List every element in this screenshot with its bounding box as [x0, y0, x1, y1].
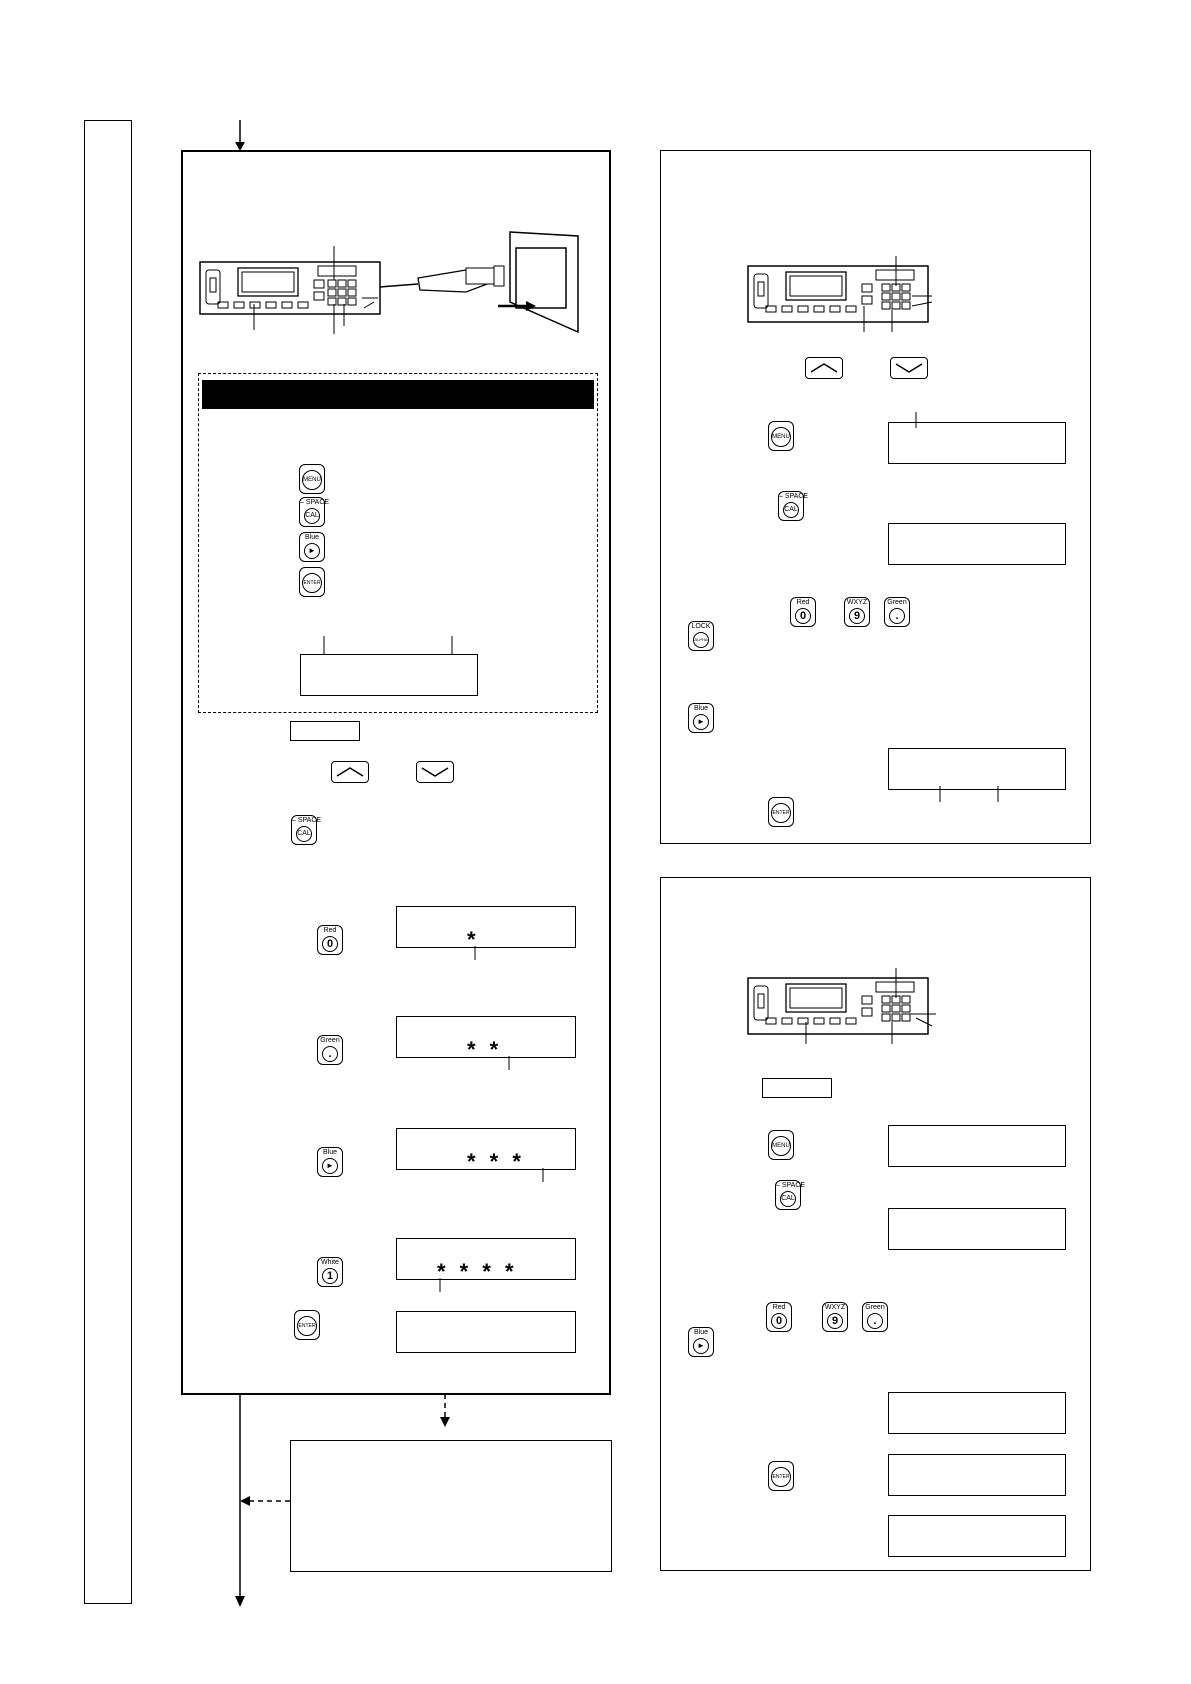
display-right-b3	[888, 1392, 1066, 1434]
cal-key-4[interactable]	[775, 1180, 806, 1210]
cal-label: CAL	[783, 502, 799, 518]
red-label: Red	[796, 599, 810, 606]
mode-indicator-box	[290, 721, 360, 741]
one-label: 1	[322, 1268, 338, 1284]
cal-label: CAL	[296, 826, 312, 842]
blue-label: Blue	[304, 534, 319, 541]
alpha-label: ALPHA	[693, 632, 709, 648]
nine-label: 9	[827, 1313, 843, 1329]
password-stars-1: *	[467, 927, 476, 952]
zero-label: 0	[795, 608, 811, 624]
display-right-b2	[888, 1208, 1066, 1250]
green-label: Green	[865, 1304, 885, 1311]
result-display-left	[396, 1311, 576, 1353]
wxyz-nine-key-2[interactable]	[822, 1302, 848, 1332]
cal-key-2[interactable]	[291, 815, 322, 845]
chevron-down-icon	[416, 761, 454, 783]
up-arrow-key[interactable]	[331, 761, 369, 783]
display-right-2	[888, 523, 1066, 565]
menu-key-label: MENU	[302, 470, 322, 490]
chevron-up-icon	[331, 761, 369, 783]
cursor-line-3	[541, 1168, 545, 1182]
chevron-down-icon	[890, 357, 928, 379]
space-label: – SPACE	[779, 493, 809, 500]
blue-label: Blue	[693, 1329, 708, 1336]
green-dot-key-2[interactable]	[884, 597, 910, 627]
green-dot-key-3[interactable]	[862, 1302, 888, 1332]
enter-label: ENTER	[302, 573, 322, 593]
password-display-2	[396, 1016, 576, 1062]
wxyz-nine-key[interactable]	[844, 597, 870, 627]
down-arrow-key-2[interactable]	[890, 357, 928, 379]
cursor-line-2	[507, 1056, 511, 1070]
instrument-illustration-2	[746, 256, 946, 356]
white-one-key[interactable]	[317, 1257, 343, 1287]
red-zero-key[interactable]	[317, 925, 343, 955]
password-stars-2: * *	[467, 1037, 499, 1062]
zero-label: 0	[322, 936, 338, 952]
space-label: – SPACE	[776, 1182, 806, 1189]
enter-key-4[interactable]	[768, 1461, 794, 1491]
blue-key[interactable]	[299, 532, 325, 562]
enter-key[interactable]	[299, 567, 325, 597]
up-arrow-key-2[interactable]	[805, 357, 843, 379]
section-header-bar	[202, 380, 594, 409]
blue-label: Blue	[693, 705, 708, 712]
menu-key-2[interactable]	[768, 421, 794, 451]
dot-label: .	[867, 1313, 883, 1329]
cursor-lines-r3	[938, 786, 1002, 802]
play-icon: ►	[693, 714, 709, 730]
mode-indicator-box-2	[762, 1078, 832, 1098]
lock-alpha-key[interactable]	[688, 621, 714, 651]
green-dot-key[interactable]	[317, 1035, 343, 1065]
white-label: White	[321, 1259, 339, 1266]
green-label: Green	[320, 1037, 340, 1044]
nine-label: 9	[849, 608, 865, 624]
password-display-1	[396, 906, 576, 952]
red-zero-key-2[interactable]	[790, 597, 816, 627]
menu-key[interactable]	[299, 464, 325, 494]
cursor-line-r1	[914, 412, 918, 428]
blue-play-key-3[interactable]	[688, 1327, 714, 1357]
play-icon: ►	[304, 543, 320, 559]
display-right-b5	[888, 1515, 1066, 1557]
red-label: Red	[323, 927, 337, 934]
procedure-panel-right-top	[660, 150, 1091, 844]
enter-label: ENTER	[771, 1467, 791, 1487]
cal-key-3[interactable]	[778, 491, 809, 521]
menu-label: MENU	[771, 1136, 791, 1156]
password-stars-3: * * *	[467, 1149, 521, 1174]
password-display-4	[396, 1238, 576, 1284]
cal-label: CAL	[304, 508, 320, 524]
dot-label: .	[889, 608, 905, 624]
display-right-b4	[888, 1454, 1066, 1496]
red-label: Red	[772, 1304, 786, 1311]
display-callout-lines	[300, 636, 480, 656]
display-right-3	[888, 748, 1066, 790]
instrument-illustration	[198, 232, 598, 342]
wxyz-label: WXYZ	[824, 1304, 846, 1311]
green-label: Green	[887, 599, 907, 606]
blue-play-key[interactable]	[317, 1147, 343, 1177]
down-arrow-key[interactable]	[416, 761, 454, 783]
lock-label: LOCK	[691, 623, 711, 630]
space-label: – SPACE	[292, 817, 322, 824]
note-box	[290, 1440, 612, 1572]
dot-label: .	[322, 1046, 338, 1062]
menu-key-3[interactable]	[768, 1130, 794, 1160]
red-zero-key-3[interactable]	[766, 1302, 792, 1332]
cal-key[interactable]	[299, 497, 330, 527]
menu-label: MENU	[771, 427, 791, 447]
blue-play-key-2[interactable]	[688, 703, 714, 733]
instrument-illustration-3	[746, 968, 946, 1068]
play-icon: ►	[322, 1158, 338, 1174]
cal-label: CAL	[780, 1191, 796, 1207]
password-display-3	[396, 1128, 576, 1174]
cursor-line-1	[473, 946, 477, 960]
play-icon: ►	[693, 1338, 709, 1354]
zero-label: 0	[771, 1313, 787, 1329]
cursor-line-4	[438, 1278, 442, 1292]
blue-label: Blue	[322, 1149, 337, 1156]
display-panel-dashed	[300, 654, 478, 696]
wxyz-label: WXYZ	[846, 599, 868, 606]
enter-label: ENTER	[771, 803, 791, 823]
password-stars-4: * * * *	[437, 1259, 514, 1284]
chevron-up-icon	[805, 357, 843, 379]
enter-key-3[interactable]	[768, 797, 794, 827]
enter-key-2[interactable]	[294, 1310, 320, 1340]
space-label: – SPACE	[300, 499, 330, 506]
enter-label: ENTER	[297, 1316, 317, 1336]
display-right-b1	[888, 1125, 1066, 1167]
display-right-1	[888, 422, 1066, 464]
